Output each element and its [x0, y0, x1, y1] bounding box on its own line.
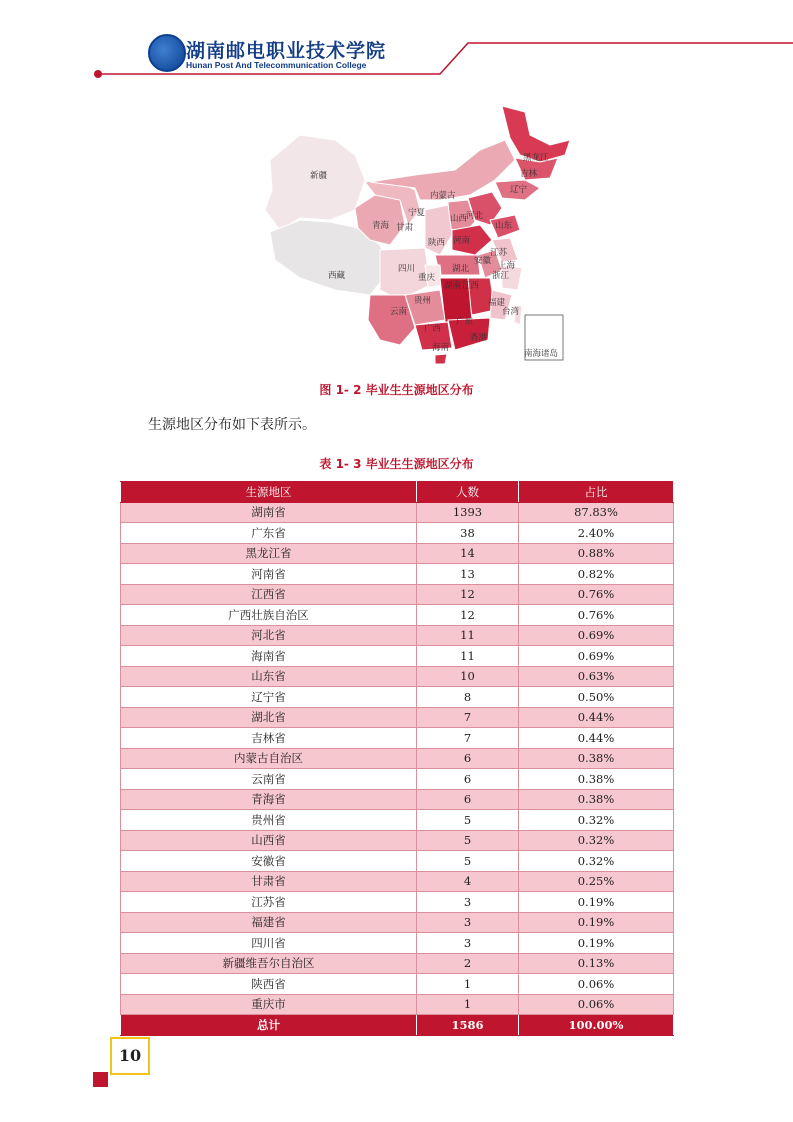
cell-ratio: 2.40%	[519, 523, 674, 544]
cell-ratio: 0.25%	[519, 871, 674, 892]
college-name-cn: 湖南邮电职业技术学院	[186, 40, 387, 62]
table-row	[121, 728, 674, 749]
table-caption: 表 1- 3 毕业生生源地区分布	[319, 457, 474, 471]
cell-ratio: 0.82%	[519, 564, 674, 585]
cell-count: 11	[417, 625, 519, 646]
cell-count: 3	[417, 933, 519, 954]
cell-region: 吉林省	[121, 728, 417, 749]
cell-region: 江苏省	[121, 892, 417, 913]
page-header	[0, 0, 793, 90]
table-row	[121, 584, 674, 605]
table-row	[121, 953, 674, 974]
cell-region: 河南省	[121, 564, 417, 585]
cell-count: 7	[417, 728, 519, 749]
map-label-hainan: 海南	[432, 343, 450, 353]
cell-count: 7	[417, 707, 519, 728]
table-row	[121, 933, 674, 954]
cell-region: 甘肃省	[121, 871, 417, 892]
cell-region: 辽宁省	[121, 687, 417, 708]
map-label-chongqing: 重庆	[418, 273, 436, 283]
college-name-en: Hunan Post And Telecommunication College	[186, 60, 367, 70]
table-row	[121, 564, 674, 585]
region-xinjiang	[265, 135, 365, 230]
cell-region: 青海省	[121, 789, 417, 810]
table-total-row	[121, 1015, 674, 1036]
total-ratio: 100.00%	[519, 1015, 674, 1036]
page-number: 10	[118, 1046, 142, 1065]
table-row	[121, 871, 674, 892]
cell-count: 3	[417, 912, 519, 933]
map-label-jilin: 吉林	[520, 169, 538, 179]
map-label-hebei: 河北	[466, 211, 484, 221]
cell-ratio: 87.83%	[519, 502, 674, 523]
map-label-hubei: 湖北	[452, 264, 470, 274]
cell-region: 贵州省	[121, 810, 417, 831]
cell-region: 重庆市	[121, 994, 417, 1015]
map-label-heilongjiang: 黑龙江	[523, 153, 549, 163]
cell-ratio: 0.50%	[519, 687, 674, 708]
cell-count: 6	[417, 789, 519, 810]
cell-ratio: 0.06%	[519, 994, 674, 1015]
table-row	[121, 523, 674, 544]
map-label-henan: 河南	[453, 236, 471, 246]
china-map	[240, 100, 570, 370]
cell-count: 10	[417, 666, 519, 687]
map-label-guangxi: 广西	[424, 324, 442, 334]
map-label-jiangsu: 江苏	[490, 248, 508, 258]
table-row	[121, 974, 674, 995]
table-row	[121, 769, 674, 790]
cell-ratio: 0.88%	[519, 543, 674, 564]
map-label-ningxia: 宁夏	[408, 208, 426, 218]
map-label-neimenggu: 内蒙古	[430, 191, 456, 201]
cell-ratio: 0.38%	[519, 748, 674, 769]
cell-region: 内蒙古自治区	[121, 748, 417, 769]
cell-region: 山东省	[121, 666, 417, 687]
cell-region: 安徽省	[121, 851, 417, 872]
map-label-guangdong: 广东	[456, 317, 474, 327]
map-label-nanhai: 南海诸岛	[524, 349, 559, 359]
cell-region: 新疆维吾尔自治区	[121, 953, 417, 974]
cell-ratio: 0.32%	[519, 830, 674, 851]
table-row	[121, 605, 674, 626]
cell-region: 海南省	[121, 646, 417, 667]
college-logo-icon	[148, 34, 186, 72]
map-label-hunan: 湖南	[444, 281, 462, 291]
cell-region: 云南省	[121, 769, 417, 790]
cell-ratio: 0.06%	[519, 974, 674, 995]
table-row	[121, 851, 674, 872]
cell-region: 广西壮族自治区	[121, 605, 417, 626]
cell-ratio: 0.32%	[519, 851, 674, 872]
map-label-qinghai: 青海	[372, 221, 390, 231]
table-header-row	[121, 482, 674, 503]
cell-count: 3	[417, 892, 519, 913]
cell-ratio: 0.44%	[519, 728, 674, 749]
page-number-box	[110, 1037, 150, 1075]
cell-count: 6	[417, 769, 519, 790]
cell-count: 8	[417, 687, 519, 708]
cell-region: 福建省	[121, 912, 417, 933]
cell-count: 5	[417, 810, 519, 831]
cell-ratio: 0.38%	[519, 769, 674, 790]
table-row	[121, 830, 674, 851]
cell-count: 1393	[417, 502, 519, 523]
cell-ratio: 0.63%	[519, 666, 674, 687]
table-row	[121, 646, 674, 667]
cell-region: 河北省	[121, 625, 417, 646]
map-label-shanghai: 上海	[498, 261, 516, 271]
table-row	[121, 707, 674, 728]
total-label: 总计	[121, 1015, 417, 1036]
map-label-fujian: 福建	[488, 298, 506, 308]
map-label-shanxi: 山西	[450, 214, 468, 224]
header-region: 生源地区	[121, 482, 417, 503]
cell-ratio: 0.76%	[519, 605, 674, 626]
cell-ratio: 0.13%	[519, 953, 674, 974]
map-label-shaanxi: 陕西	[428, 238, 446, 248]
cell-region: 湖北省	[121, 707, 417, 728]
region-hainan	[435, 354, 447, 364]
table-row	[121, 543, 674, 564]
cell-ratio: 0.44%	[519, 707, 674, 728]
figure-caption: 图 1- 2 毕业生生源地区分布	[319, 383, 474, 397]
table-row	[121, 912, 674, 933]
cell-region: 广东省	[121, 523, 417, 544]
cell-count: 5	[417, 830, 519, 851]
map-label-xianggang: 香港	[470, 333, 488, 343]
page-corner-square	[93, 1072, 108, 1087]
table-row	[121, 502, 674, 523]
map-label-xizang: 西藏	[328, 271, 346, 281]
cell-ratio: 0.69%	[519, 625, 674, 646]
table-row	[121, 994, 674, 1015]
cell-region: 陕西省	[121, 974, 417, 995]
table-row	[121, 789, 674, 810]
cell-region: 江西省	[121, 584, 417, 605]
cell-count: 11	[417, 646, 519, 667]
cell-count: 12	[417, 584, 519, 605]
cell-count: 13	[417, 564, 519, 585]
map-label-taiwan: 台湾	[502, 307, 520, 317]
header-rule	[0, 0, 793, 90]
header-count: 人数	[417, 482, 519, 503]
map-label-sichuan: 四川	[398, 264, 416, 274]
map-label-gansu: 甘肃	[396, 223, 414, 233]
cell-count: 6	[417, 748, 519, 769]
map-label-shandong: 山东	[495, 221, 513, 231]
table-row	[121, 666, 674, 687]
cell-count: 2	[417, 953, 519, 974]
cell-count: 14	[417, 543, 519, 564]
cell-region: 山西省	[121, 830, 417, 851]
cell-count: 1	[417, 974, 519, 995]
total-count: 1586	[417, 1015, 519, 1036]
map-label-yunnan: 云南	[390, 307, 408, 317]
table-row	[121, 810, 674, 831]
cell-ratio: 0.76%	[519, 584, 674, 605]
map-label-anhui: 安徽	[474, 256, 492, 266]
source-region-table	[120, 481, 674, 1036]
cell-ratio: 0.19%	[519, 892, 674, 913]
cell-count: 1	[417, 994, 519, 1015]
cell-count: 5	[417, 851, 519, 872]
cell-region: 四川省	[121, 933, 417, 954]
cell-ratio: 0.38%	[519, 789, 674, 810]
map-label-guizhou: 贵州	[414, 296, 432, 306]
map-label-jiangxi: 江西	[462, 281, 480, 291]
table-row	[121, 687, 674, 708]
cell-ratio: 0.32%	[519, 810, 674, 831]
table-row	[121, 625, 674, 646]
cell-count: 12	[417, 605, 519, 626]
map-label-liaoning: 辽宁	[510, 185, 528, 195]
cell-region: 湖南省	[121, 502, 417, 523]
cell-region: 黑龙江省	[121, 543, 417, 564]
cell-ratio: 0.19%	[519, 933, 674, 954]
header-ratio: 占比	[519, 482, 674, 503]
cell-ratio: 0.19%	[519, 912, 674, 933]
table-row	[121, 892, 674, 913]
map-label-xinjiang: 新疆	[310, 171, 328, 181]
body-paragraph: 生源地区分布如下表所示。	[148, 417, 316, 433]
table-row	[121, 748, 674, 769]
map-label-zhejiang: 浙江	[492, 271, 510, 281]
cell-ratio: 0.69%	[519, 646, 674, 667]
cell-count: 4	[417, 871, 519, 892]
cell-count: 38	[417, 523, 519, 544]
